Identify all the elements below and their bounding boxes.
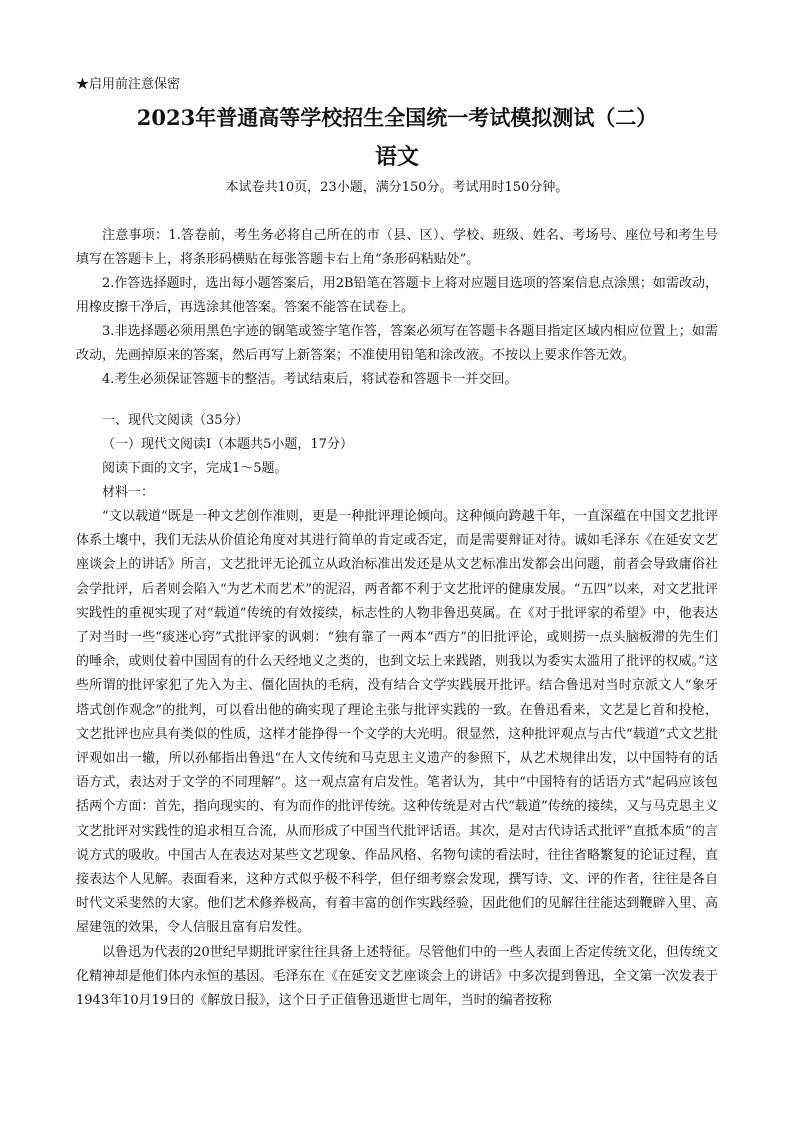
note-item-2: 2.作答选择题时，选出每小题答案后，用2B铅笔在答题卡上将对应题目选项的答案信息点涂黑；如需改动，用橡皮擦干净后，再选涂其他答案。答案不能答在试卷上。 xyxy=(76,276,718,315)
passage-paragraph-1: “文以载道”既是一种文艺创作准则，更是一种批评理论倾向。这种倾向跨越千年，一直深蕴在中国文艺批评体系土壤中，我们无法从价值论角度对其进行简单的肯定或否定，而是需要辩证对待。诚如毛泽东《在延安文艺座谈会上的讲话》所言，文艺批评无论孤立从政治标准出发还是从文艺标准出发都会出问题，前者会导致庸俗社会学批评，后者则会陷入“为艺术而艺术”的泥沼，两者都不利于文艺批评的健康发展。“五四”以来，对文艺批评实践性的重视实现了对“载道”传统的有效接续，标志性的人物非鲁迅莫属。在《对于批评家的希望》中，他表达了对当时一些“痰迷心窍”式批评家的讽刺：“独有靠了一两本“西方”的旧批评论，或则捞一点头脑板滞的先生们的唾余，或则仗着中国固有的什么天经地义之类的，也到文坛上来践踏，则我以为委实太滥用了批评的权威。”这些所谓的批评家犯了先入为主、僵化固执的毛病，没有结合文学实践展开批评。结合鲁迅对当时京派文人“象牙塔式创作观念”的批判，可以看出他的确实现了理论主张与批评实践的一致。在鲁迅看来，文艺是匕首和投枪，文艺批评也应具有类似的性质，这样才能挣得一个文学的大光明。很显然，这种批评观点与古代“载道”式文艺批评观如出一辙，所以孙郁指出鲁迅“在人文传统和马克思主义遗产的参照下，从艺术规律出发，以中国特有的话语方式，表达对于文学的不同理解”。这一观点富有启发性。笔者认为，其中“中国特有的话语方式”起码应该包括两个方面：首先，指向现实的、有为而作的批评传统。这种传统是对古代“载道”传统的接续，又与马克思主义文艺批评对实践性的追求相互合流，从而形成了中国当代批评话语。其次，是对古代诗话式批评“直抵本质”的言说方式的吸收。中国古人在表达对某些文艺现象、作品风格、名物句读的看法时，往往省略繁复的论证过程，直接表达个人见解。表面看来，这种方式似乎极不科学，但仔细考察会发现，撰写诗、文、评的作者，往往是各自时代文采斐然的大家。他们艺术修养极高，有着丰富的创作实践经验，因此他们的见解往往能达到鞭辟入里、高屋建瓴的效果，令人信服且富有启发性。 xyxy=(76,509,718,936)
subject-title: 语文 xyxy=(374,144,419,170)
note-item-3: 3.非选择题必须用黑色字迹的钢笔或签字笔作答，答案必须写在答题卡各题目指定区域内相应位置上；如需改动，先画掉原来的答案，然后再写上新答案；不准使用铅笔和涂改液。不按以上要求作答无效。 xyxy=(76,324,718,363)
section-heading: 一、现代文阅读（35分） xyxy=(102,413,249,428)
passage-paragraph-2: 以鲁迅为代表的20世纪早期批评家往往具备上述特征。尽管他们中的一些人表面上否定传统文化，但传统文化精神却是他们体内永恒的基因。毛泽东在《在延安文艺座谈会上的讲话》中多次提到鲁迅，全文第一次发表于1943年10月19日的《解放日报》，这个日子正值鲁迅逝世七周年，当时的编者按称 xyxy=(76,944,718,1009)
section-subheading: （一）现代文阅读Ⅰ（本题共5小题，17分） xyxy=(102,437,353,452)
exam-title: 2023年普通高等学校招生全国统一考试模拟测试（二） xyxy=(136,105,658,130)
confidential-notice: ★启用前注意保密 xyxy=(76,77,181,92)
note-item-4: 4.考生必须保证答题卡的整洁。考试结束后，将试卷和答题卡一并交回。 xyxy=(102,372,518,387)
material-label: 材料一： xyxy=(102,485,155,500)
reading-passage xyxy=(76,505,718,1013)
exam-notes xyxy=(76,224,718,392)
note-item-1: 注意事项：1.答卷前，考生务必将自己所在的市（县、区）、学校、班级、姓名、考场号、座位号和考生号填写在答题卡上，将条形码横贴在每张答题卡右上角“条形码粘贴处”。 xyxy=(76,228,718,267)
section-header-block xyxy=(76,409,718,505)
reading-instruction: 阅读下面的文字，完成1～5题。 xyxy=(102,461,288,476)
exam-info: 本试卷共10页，23小题，满分150分。考试用时150分钟。 xyxy=(225,180,569,195)
